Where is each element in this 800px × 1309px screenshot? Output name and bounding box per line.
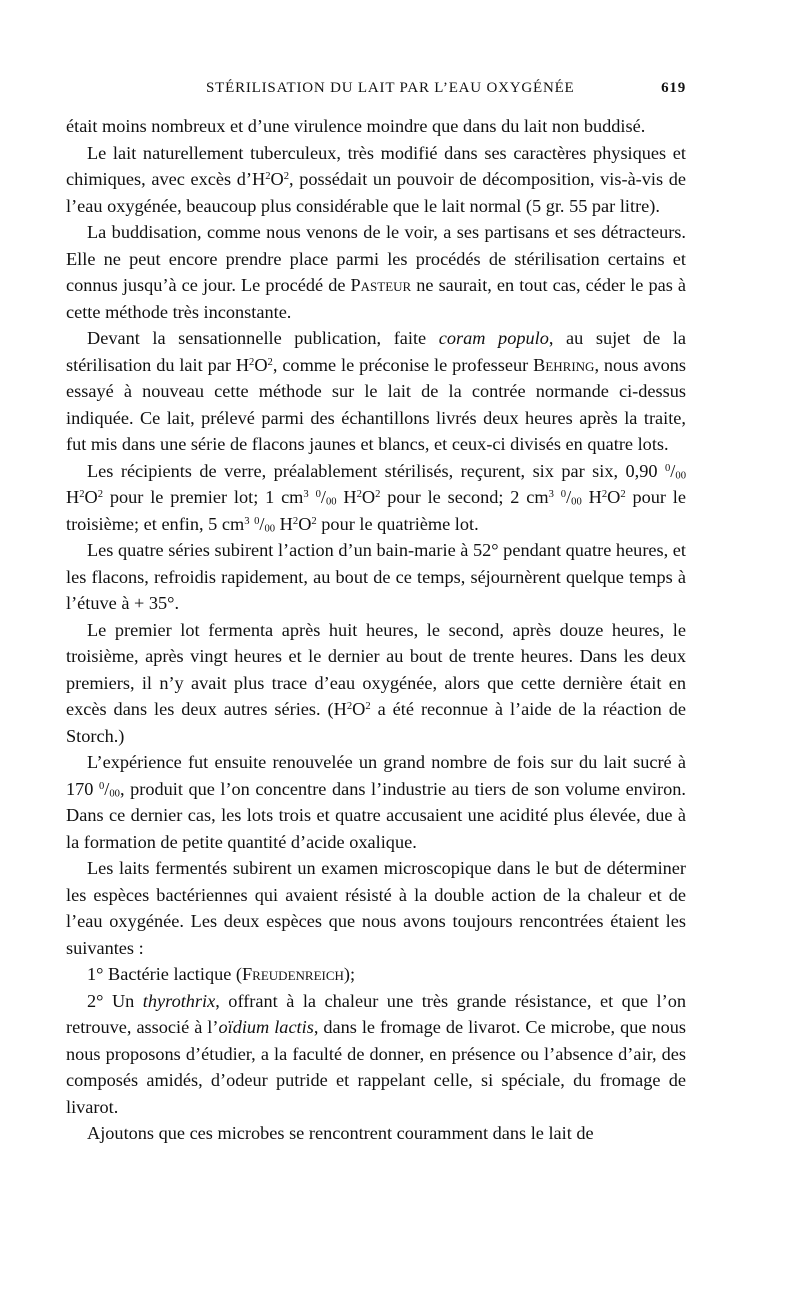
text-run: pour le second; 2 cm bbox=[380, 487, 549, 507]
text-run: O bbox=[607, 487, 621, 507]
per-mille-sign: 0 bbox=[664, 462, 671, 474]
text-run: L’expérience fut ensuite renouvelée un grand nombre de fois sur du lait sucré à 170 bbox=[66, 752, 686, 799]
text-run: Le lait naturellement tuberculeux, très modifié dans ses caractères physiques et chimiques, avec excès d’H bbox=[66, 142, 686, 189]
paragraph-text: Les quatre séries subirent l’action d’un bain-marie à 52° pendant quatre heures, et les flacons, refroidis rapidement, au bout de ce temps, séjournèrent quelque temps à l’étuve à + 35°. bbox=[66, 540, 686, 613]
superscript: 2 bbox=[620, 489, 626, 501]
per-mille-sign: 00 bbox=[264, 523, 276, 535]
per-mille-sign: / bbox=[259, 513, 265, 534]
author-name: Behring bbox=[533, 354, 595, 375]
paragraph-text: Les laits fermentés subirent un examen microscopique dans le but de déterminer les espèces bactériennes qui avaient résisté à la double action de la chaleur et de l’eau oxygénée. Les deux espèces que nous avons toujours rencontrées étaient les suivantes : bbox=[66, 858, 686, 958]
superscript: 3 bbox=[303, 489, 309, 501]
per-mille-sign: / bbox=[104, 778, 110, 799]
page-number: 619 bbox=[661, 80, 686, 96]
superscript: 2 bbox=[267, 356, 273, 368]
text-run: H bbox=[581, 487, 602, 507]
superscript: 2 bbox=[601, 489, 608, 501]
paragraph-5 bbox=[66, 458, 686, 538]
text-run: O bbox=[361, 487, 376, 507]
superscript: 2 bbox=[97, 489, 104, 501]
text-run: Devant la sensationnelle publication, faite bbox=[87, 328, 439, 348]
per-mille-sign: / bbox=[566, 487, 572, 507]
per-mille-sign: 0 bbox=[98, 780, 105, 792]
text-run: , dans le fromage de livarot. Ce microbe, que nous nous proposons d’étudier, a la faculté de donner, en présence ou l’absence d’air, des composés amidés, d’odeur putride et rappelant celle, si spéciale, du fromage de livarot. bbox=[66, 1017, 686, 1117]
superscript: 3 bbox=[548, 489, 554, 501]
per-mille-sign: 00 bbox=[109, 788, 120, 800]
text-run: pour le quatrième lot. bbox=[316, 513, 479, 534]
superscript: 2 bbox=[283, 171, 290, 183]
paragraph-11 bbox=[66, 988, 686, 1121]
paragraph-12 bbox=[66, 1120, 686, 1147]
text-run: O bbox=[254, 354, 268, 375]
per-mille-sign: / bbox=[320, 487, 326, 507]
per-mille-sign: 0 bbox=[315, 489, 321, 501]
text-run: pour le troisième; et enfin, 5 cm bbox=[66, 487, 687, 534]
paragraph-3 bbox=[66, 219, 686, 325]
author-name: Pasteur bbox=[350, 275, 412, 295]
text-run: 1° Bactérie lactique ( bbox=[87, 964, 243, 984]
paragraph-4 bbox=[66, 325, 686, 458]
text-run: O bbox=[298, 513, 312, 534]
text-run: H bbox=[275, 513, 293, 534]
italic-phrase: thyrothrix bbox=[142, 990, 216, 1011]
body-text bbox=[66, 113, 686, 1147]
text-run: , produit que l’on concentre dans l’industrie au tiers de son volume environ. Dans ce dernier cas, les lots trois et quatre accusaient une acidité plus élevée, due à la formation de petite quantité d’acide oxalique. bbox=[66, 778, 686, 852]
paragraph-8 bbox=[66, 749, 686, 855]
text-run: La buddisation, comme nous venons de le voir, a ses partisans et ses détracteurs. Elle ne peut encore prendre place parmi les procédés de stérilisation certains et connus jusqu’à ce jour. Le procédé de bbox=[66, 222, 686, 295]
italic-phrase: coram populo bbox=[438, 328, 549, 348]
text-run: a été reconnue à l’aide de la réaction de Storch.) bbox=[66, 699, 686, 746]
per-mille-sign: 0 bbox=[560, 489, 567, 501]
running-head bbox=[66, 80, 686, 102]
text-run: , possédait un pouvoir de décomposition, vis-à-vis de l’eau oxygénée, beaucoup plus considérable que le lait normal (5 gr. 55 par litre). bbox=[66, 169, 687, 216]
text-run: , offrant à la chaleur une très grande résistance, et que l’on retrouve, associé à l’ bbox=[66, 990, 686, 1037]
author-name: Freudenreich bbox=[242, 964, 344, 984]
superscript: 2 bbox=[79, 489, 85, 501]
text-run: pour le premier lot; 1 cm bbox=[103, 487, 304, 507]
running-title: STÉRILISATION DU LAIT PAR L’EAU OXYGÉNÉE bbox=[206, 80, 575, 96]
text-run: , au sujet de la stérilisation du lait par H bbox=[66, 328, 686, 375]
text-run: Le premier lot fermenta après huit heures, le second, après douze heures, le troisième, après vingt heures et le dernier au bout de trente heures. Dans les deux premiers, il n’y avait plus trace d’eau oxygénée, alors que cette dernière était en excès dans les deux autres séries. (H bbox=[66, 619, 686, 719]
paragraph-2 bbox=[66, 140, 686, 220]
paragraph-7 bbox=[66, 617, 686, 750]
superscript: 2 bbox=[375, 489, 381, 501]
per-mille-sign: / bbox=[670, 460, 676, 481]
superscript: 2 bbox=[311, 515, 317, 527]
superscript: 3 bbox=[244, 515, 250, 527]
per-mille-sign: 00 bbox=[571, 496, 582, 508]
superscript: 2 bbox=[249, 356, 255, 368]
per-mille-sign: 0 bbox=[254, 515, 260, 527]
paragraph-9 bbox=[66, 855, 686, 961]
text-run: H bbox=[336, 487, 357, 507]
paragraph-text: était moins nombreux et d’une virulence moindre que dans du lait non buddisé. bbox=[66, 116, 646, 136]
superscript: 2 bbox=[356, 489, 362, 501]
per-mille-sign: 00 bbox=[325, 496, 337, 508]
superscript: 2 bbox=[292, 515, 299, 527]
text-run: 2° Un bbox=[87, 990, 143, 1011]
text-run: ); bbox=[343, 964, 356, 984]
paragraph-6 bbox=[66, 537, 686, 617]
text-run bbox=[309, 487, 316, 507]
text-run: ne saurait, en tout cas, céder le pas à cette méthode très inconstante. bbox=[66, 275, 686, 322]
text-run: , comme le préconise le professeur bbox=[272, 354, 534, 375]
superscript: 2 bbox=[265, 171, 271, 183]
paragraph-1 bbox=[66, 113, 686, 140]
text-run: O bbox=[352, 699, 366, 719]
text-run: Les récipients de verre, préalablement stérilisés, reçurent, six par six, 0,90 bbox=[87, 460, 665, 481]
superscript: 2 bbox=[365, 701, 371, 713]
per-mille-sign: 00 bbox=[675, 470, 686, 482]
paragraph-10 bbox=[66, 961, 686, 988]
text-run: O bbox=[270, 169, 284, 189]
italic-phrase: oïdium lactis bbox=[218, 1017, 314, 1037]
superscript: 2 bbox=[346, 701, 353, 713]
text-run: , nous avons essayé à nouveau cette méthode sur le lait de la contrée normande ci-dessus indiquée. Ce lait, prélevé parmi des échantillons livrés deux heures après la traite, fut mis dans une série de flacons jaunes et blancs, et ceux-ci divisés en quatre lots. bbox=[66, 354, 686, 454]
text-run: O bbox=[84, 487, 98, 507]
paragraph-text: Ajoutons que ces microbes se rencontrent couramment dans le lait de bbox=[87, 1123, 594, 1143]
text-run: H bbox=[66, 487, 80, 507]
text-run bbox=[554, 487, 561, 507]
